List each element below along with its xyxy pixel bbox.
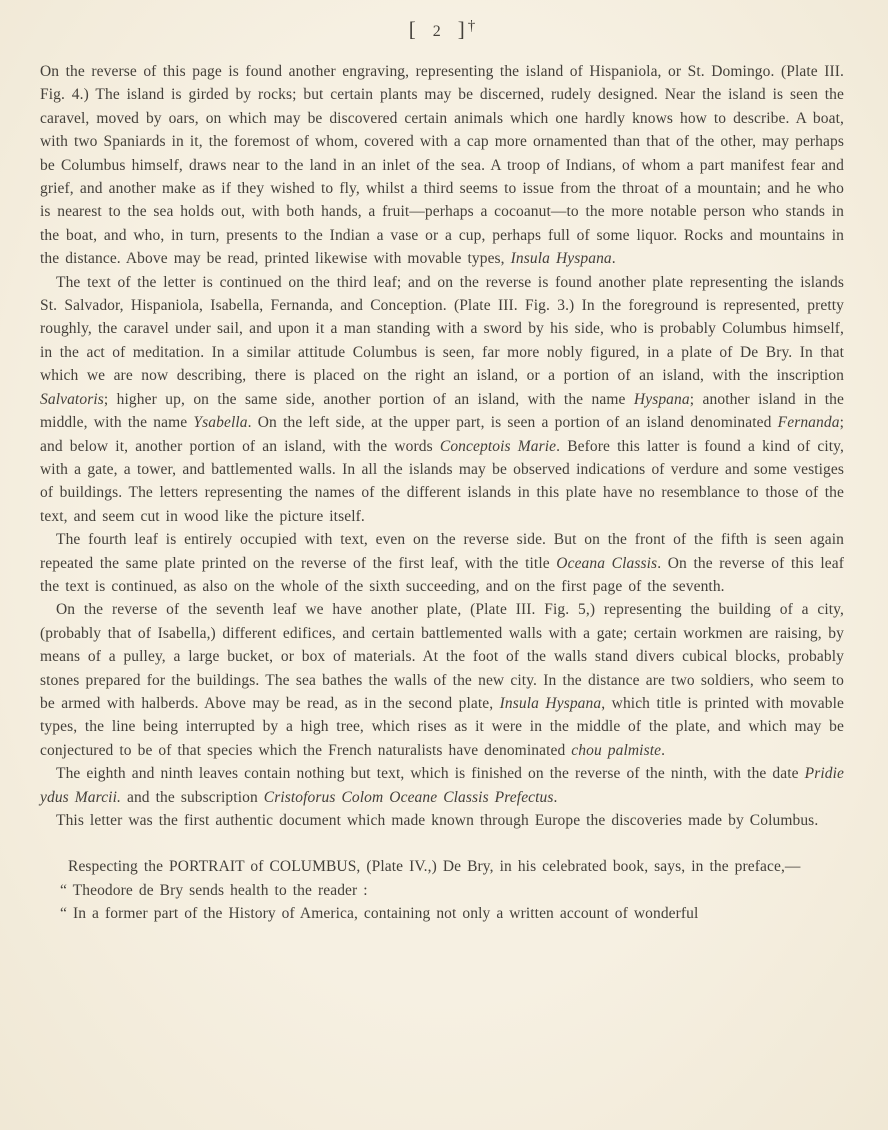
paragraph <box>40 809 844 832</box>
body-text: On the reverse of the seventh leaf we have another plate, (Plate III. Fig. 5,) representing the building of a city, (probably that of Isabella,) different edifices, and certain battlemented walls with a gate; certain workmen are raising, by means of a pulley, a large bucket, or box of materials. At the foot of the walls stand divers cubical blocks, probably stones prepared for the buildings. The sea bathes the walls of the new city. In the distance are two soldiers, who seem to be armed with halberds. Above may be read, as in the second plate, <box>40 601 844 712</box>
paragraph <box>40 855 844 878</box>
italic-text: Oceana Classis <box>556 554 658 572</box>
body-text: On the reverse of this page is found another engraving, representing the island of Hispaniola, or St. Domingo. (Plate III. Fig. 4.) The island is girded by rocks; but certain plants may be discerned, rudely designed. Near the island is seen the caravel, moved by oars, on which may be discovered certain animals which one hardly knows how to describe. A boat, with two Spaniards in it, the foremost of whom, covered with a cap more ornamented than that of the other, may perhaps be Columbus himself, draws near to the land in an inlet of the sea. A troop of Indians, of whom a part manifest fear and grief, and another make as if they wished to fly, whilst a third seems to issue from the throat of a mountain; and he who is nearest to the sea holds out, with both hands, a fruit—perhaps a cocoanut—to the more notable person who stands in the boat, and who, in turn, presents to the Indian a vase or a cup, perhaps full of some liquor. Rocks and mountains in the distance. Above may be read, printed likewise with movable types, <box>40 63 844 268</box>
body-text: ; and below it, another portion of an island, with the words <box>40 414 844 455</box>
italic-text: Pridie ydus Marcii. <box>40 765 844 806</box>
paragraph <box>40 762 844 809</box>
body-text: “ Theodore de Bry sends health to the reader : <box>60 881 368 899</box>
page-number: 2 <box>432 23 441 40</box>
body-text: ; higher up, on the same side, another portion of an island, with the name <box>103 390 634 408</box>
paragraphs-container <box>40 60 844 926</box>
body-text: The fourth leaf is entirely occupied with text, even on the reverse side. But on the front of the fifth is seen again repeated the same plate printed on the reverse of the first leaf, with the title <box>40 531 844 572</box>
italic-text: Insula Hyspana <box>499 694 602 712</box>
italic-text: Insula Hyspana <box>510 250 612 268</box>
italic-text: Ysabella <box>193 414 248 432</box>
body-text: “ In a former part of the History of America, containing not only a written account of wonderful <box>60 905 699 923</box>
body-text: Respecting the PORTRAIT of COLUMBUS, (Plate IV.,) De Bry, in his celebrated book, says, in the preface,— <box>68 858 801 876</box>
paragraph <box>40 60 844 271</box>
italic-text: chou palmiste <box>571 741 662 759</box>
body-text: . <box>661 741 666 759</box>
italic-text: Salvatoris <box>40 390 104 408</box>
left-bracket: [ <box>408 17 416 41</box>
paragraph <box>40 271 844 528</box>
body-text: . On the reverse of this leaf the text is continued, as also on the whole of the sixth succeeding, and on the first page of the seventh. <box>40 554 845 595</box>
italic-text: Cristoforus Colom Oceane Classis Prefectus <box>263 788 554 806</box>
body-text: ; another island in the middle, with the name <box>40 390 845 432</box>
body-text: The eighth and ninth leaves contain nothing but text, which is finished on the reverse of the ninth, with the date <box>56 765 805 783</box>
right-bracket: ] <box>457 17 465 41</box>
body-text: , which title is printed with movable types, the line being interrupted by a high tree, which rises as it were in the middle of the plate, and which may be conjectured to be of that species which the French naturalists have denominated <box>40 694 844 759</box>
page-header <box>40 14 844 44</box>
paragraph <box>40 528 844 598</box>
body-text: . Before this latter is found a kind of city, with a gate, a tower, and battlemented walls. In all the islands may be observed indications of verdure and some vestiges of buildings. The letters representing the names of the different islands in this plate have no resemblance to those of the text, and seem cut in wood like the picture itself. <box>40 437 844 525</box>
paragraph <box>40 879 844 902</box>
body-text: . <box>611 250 616 268</box>
body-text: . <box>553 788 558 806</box>
body-text: . On the left side, at the upper part, is seen a portion of an island denominated <box>247 414 778 432</box>
body-text: The text of the letter is continued on the third leaf; and on the reverse is found another plate representing the islands St. Salvador, Hispaniola, Isabella, Fernanda, and Conception. (Plate III. Fig. 3.) In the foreground is represented, pretty roughly, the caravel under sail, and upon it a man standing with a sword by his side, who is probably Columbus himself, in the act of meditation. In a similar attitude Columbus is seen, far more nobly figured, in a plate of De Bry. In that which we are now describing, there is placed on the right an island, or a portion of an island, with the inscription <box>40 273 844 385</box>
dagger-mark: † <box>467 18 476 34</box>
body-text: This letter was the first authentic document which made known through Europe the discoveries made by Columbus. <box>56 812 819 829</box>
italic-text: Hyspana <box>633 390 690 408</box>
paragraph <box>40 598 844 762</box>
paragraph <box>40 902 844 925</box>
body-text: and the subscription <box>120 788 264 806</box>
italic-text: Fernanda <box>777 414 840 432</box>
italic-text: Conceptois Marie <box>439 437 557 455</box>
